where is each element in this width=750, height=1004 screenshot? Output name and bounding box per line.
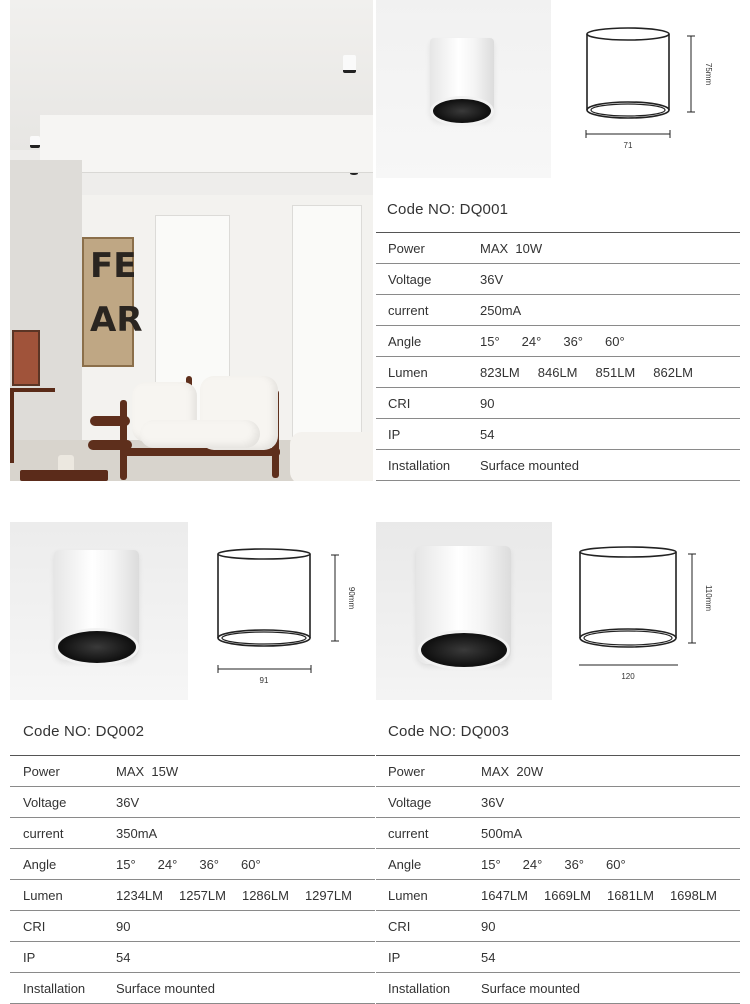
spec-row-ip [10,942,375,973]
spec-value-item: 36V [116,795,140,810]
spec-value-item: MAX 20W [481,764,544,779]
spec-value [116,826,157,841]
height-label: 90mm [347,586,356,610]
product-photo-dq001 [376,0,551,178]
spec-value [481,950,495,965]
drawing-inner-rim [591,104,665,116]
code-number-dq003: Code NO: DQ003 [388,723,510,740]
chair-seat [140,420,260,448]
width-label: 120 [621,672,635,681]
downlight-body [416,546,511,664]
spec-row-installation [376,450,740,481]
spec-value-item: 36V [480,272,504,287]
spec-value-item: 90 [481,919,496,934]
downlight-body [54,550,139,660]
spec-key: Installation [388,981,451,996]
spec-value [480,272,503,287]
spec-row-power [10,756,375,787]
spec-value-item: 1234LM [116,888,163,903]
spec-value [481,764,543,779]
spec-row-installation [10,973,375,1004]
spec-row-cri [10,911,375,942]
spec-value [481,795,504,810]
spec-key: CRI [388,396,411,411]
spec-row-cri [376,388,740,419]
spec-value [480,365,693,380]
spec-value-item: 36° [563,334,584,349]
height-label: 110mm [704,584,713,612]
spec-value-item: 862LM [653,365,693,380]
spec-value-item: 60° [606,857,626,872]
spec-key: CRI [388,919,411,934]
spec-key: IP [388,950,401,965]
magazine-rack [88,440,132,450]
spec-value [116,950,130,965]
spec-key: Voltage [23,795,67,810]
spec-key: current [23,826,64,841]
spec-value-item: 846LM [537,365,578,380]
code-number-dq002: Code NO: DQ002 [23,723,145,740]
spec-key: IP [388,427,401,442]
spec-key: Voltage [388,795,432,810]
spec-row-current [376,818,740,849]
spec-key: Angle [23,857,57,872]
spec-key: Power [388,241,425,256]
spec-value-item: 54 [480,427,495,442]
spec-value-item: 54 [116,950,131,965]
spec-key: Angle [388,334,422,349]
spec-value-item: 24° [157,857,178,872]
dimension-drawing-dq003 [574,540,724,685]
spec-value-item: 24° [522,857,543,872]
dimension-drawing-dq001 [578,24,718,154]
drawing-top-rim [587,28,669,40]
spec-row-lumen [376,357,740,388]
spec-value-item: 36V [481,795,505,810]
code-number-dq001: Code NO: DQ001 [387,201,509,218]
spec-key: IP [23,950,36,965]
spec-value-item: 350mA [116,826,158,841]
spec-key: Power [23,764,60,779]
spec-key: current [388,826,429,841]
dimension-drawing-dq002 [210,545,360,690]
spec-row-power [376,233,740,264]
spec-row-installation [376,973,740,1004]
spec-value-item: 1669LM [543,888,591,903]
spec-value [116,919,130,934]
spec-value-item: 823LM [480,365,520,380]
height-label: 75mm [704,62,713,86]
spec-value [480,241,542,256]
downlight-opening [55,628,139,666]
spec-row-power [376,756,740,787]
spec-value-item: 15° [480,334,500,349]
spec-value [480,396,494,411]
spec-value-item: 1698LM [669,888,717,903]
spec-value [116,981,215,996]
spec-key: Lumen [388,888,428,903]
spec-key: Installation [388,458,451,473]
spec-value [116,795,139,810]
spec-value-item: 60° [605,334,625,349]
downlight-opening [418,630,510,670]
spec-value [481,981,580,996]
spec-key: Voltage [388,272,432,287]
spec-value-item: 1647LM [481,888,528,903]
spec-row-angle [10,849,375,880]
spec-value [480,334,625,349]
ceiling-beam [40,115,373,173]
spec-value [480,303,521,318]
spec-value [481,888,717,903]
spec-value [481,826,522,841]
spec-value [116,764,178,779]
product-photo-dq002 [10,522,188,700]
door [292,205,362,440]
side-table [20,470,108,481]
spec-value-item: 15° [481,857,501,872]
spec-value [481,919,495,934]
spec-value-item: 15° [116,857,136,872]
spec-row-angle [376,326,740,357]
spec-value-item: 36° [199,857,220,872]
spec-row-lumen [376,880,740,911]
downlight-opening [430,96,494,126]
spec-value [480,427,494,442]
spec-key: CRI [23,919,46,934]
spec-value-item: MAX 10W [480,241,543,256]
sofa [290,432,373,481]
spec-row-current [10,818,375,849]
wall-picture [12,330,40,386]
spec-value [116,857,261,872]
spec-value-item: 36° [564,857,585,872]
spec-table-dq001 [376,232,740,481]
spec-value-item: 1257LM [178,888,226,903]
spec-row-angle [376,849,740,880]
spec-value-item: Surface mounted [480,458,580,473]
ceiling-spotlight [343,55,356,73]
spec-row-ip [376,942,740,973]
downlight-body [430,38,494,120]
spec-value-item: 54 [481,950,496,965]
spec-value-item: 1681LM [606,888,654,903]
spec-value-item: 90 [116,919,131,934]
spec-key: Power [388,764,425,779]
spec-row-voltage [376,264,740,295]
spec-row-voltage [10,787,375,818]
ceiling-spotlight [30,136,40,148]
spec-key: Installation [23,981,86,996]
spec-value-item: 250mA [480,303,522,318]
spec-value [480,458,579,473]
magazine-rack [90,416,130,426]
fear-poster: FE AR [82,237,134,367]
spec-value-item: 24° [521,334,542,349]
spec-value-item: 500mA [481,826,523,841]
width-label: 91 [259,676,269,685]
spec-value-item: 60° [241,857,261,872]
spec-value-item: MAX 15W [116,764,179,779]
spec-value-item: Surface mounted [116,981,216,996]
spec-row-voltage [376,787,740,818]
spec-value-item: 1297LM [304,888,352,903]
width-label: 71 [623,141,633,150]
side-chair [10,388,55,463]
spec-value-item: Surface mounted [481,981,581,996]
product-photo-dq003 [376,522,552,700]
spec-value [481,857,626,872]
spec-row-ip [376,419,740,450]
spec-value-item: 90 [480,396,495,411]
spec-row-cri [376,911,740,942]
spec-table-dq002 [10,755,375,1004]
spec-value-item: 1286LM [241,888,289,903]
spec-row-current [376,295,740,326]
spec-key: Lumen [23,888,63,903]
spec-value [116,888,352,903]
room-photo [10,0,373,481]
spec-key: current [388,303,429,318]
spec-key: Angle [388,857,422,872]
spec-row-lumen [10,880,375,911]
spec-key: Lumen [388,365,428,380]
spec-table-dq003 [376,755,740,1004]
spec-value-item: 851LM [595,365,636,380]
